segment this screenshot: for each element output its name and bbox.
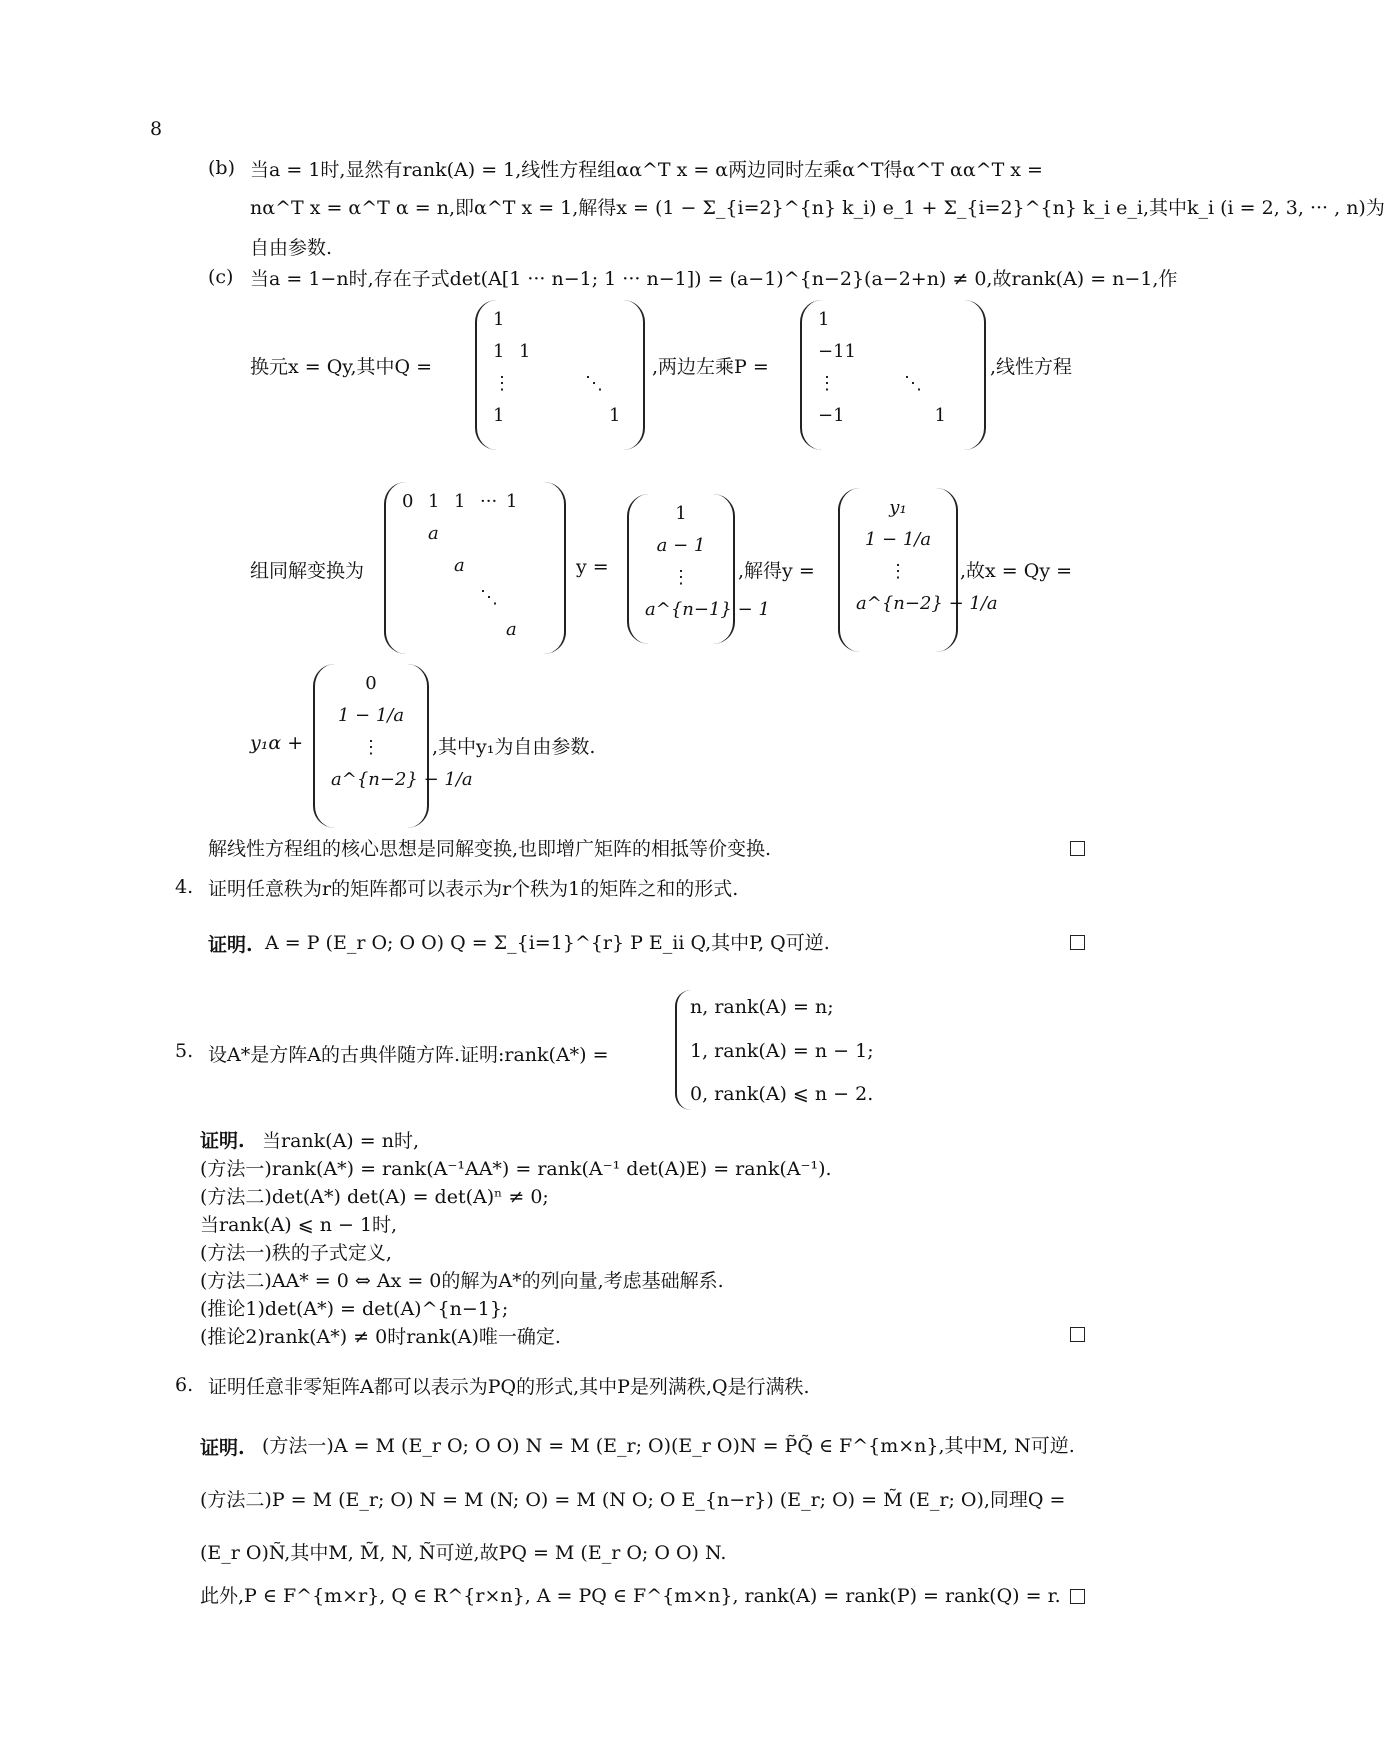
page-number: 8 <box>150 118 163 140</box>
item-6-number: 6. <box>175 1374 194 1396</box>
free-param-text: ,其中y₁为自由参数. <box>432 736 596 758</box>
item-4-statement: 证明任意秩为r的矩阵都可以表示为r个秩为1的矩阵之和的形式. <box>208 878 739 900</box>
system-cell: a <box>428 523 439 544</box>
linear-equation-text: ,线性方程 <box>990 356 1073 378</box>
matrix-p-cell: −1 <box>818 341 845 362</box>
item-5-number: 5. <box>175 1040 194 1062</box>
system-cell: 1 <box>506 491 518 512</box>
matrix-q-cell: ⋱ <box>585 373 603 394</box>
matrix-p-cell: 1 <box>818 309 830 330</box>
alpha-entry: a^{n−2} − 1/a <box>331 769 473 790</box>
matrix-p-cell: ⋱ <box>904 373 922 394</box>
item-6-statement: 证明任意非零矩阵A都可以表示为PQ的形式,其中P是列满秩,Q是行满秩. <box>208 1376 810 1398</box>
item-5-statement: 设A*是方阵A的古典伴随方阵.证明:rank(A*) = <box>208 1044 609 1066</box>
item-5-proof-line: 当rank(A) = n时, <box>262 1130 419 1152</box>
y1-alpha-text: y₁α + <box>250 732 304 754</box>
alpha-entry: 0 <box>365 673 377 694</box>
item-5-proof-line: (方法一)rank(A*) = rank(A⁻¹AA*) = rank(A⁻¹ det(A)E) = rank(A⁻¹). <box>200 1158 832 1180</box>
system-cell: ··· <box>480 491 498 512</box>
qed-square <box>1070 1327 1085 1342</box>
item-6-proof-line: (E_r O)Ñ,其中M, M̃, N, Ñ可逆,故PQ = M (E_r O; O O) N. <box>200 1542 727 1564</box>
rhs-entry: 1 <box>675 503 687 524</box>
system-cell: a <box>506 619 517 640</box>
matrix-p-cell: 1 <box>934 405 946 426</box>
y-vector <box>838 488 998 652</box>
item-4-proof: A = P (E_r O; O O) Q = Σ_{i=1}^{r} P E_ii Q,其中P, Q可逆. <box>265 932 830 954</box>
item-5-proof-line: (方法二)det(A*) det(A) = det(A)ⁿ ≠ 0; <box>200 1186 549 1208</box>
item-c-line-1: 当a = 1−n时,存在子式det(A[1 ··· n−1; 1 ··· n−1]) = (a−1)^{n−2}(a−2+n) ≠ 0,故rank(A) = n−1,作 <box>250 268 1178 290</box>
matrix-system <box>384 482 566 654</box>
y-entry: ⋮ <box>889 561 907 582</box>
matrix-p <box>800 300 986 450</box>
item-6-proof-line: (方法一)A = M (E_r O; O O) N = M (E_r; O)(E_r O)N = P̃Q̃ ∈ F^{m×n},其中M, N可逆. <box>262 1435 1075 1457</box>
item-b-line-1: 当a = 1时,显然有rank(A) = 1,线性方程组αα^T x = α两边同时左乘α^T得α^T αα^T x = <box>250 159 1043 181</box>
matrix-p-cell: 1 <box>844 341 856 362</box>
transform-text: 组同解变换为 <box>250 560 365 582</box>
solve-y-text: ,解得y = <box>738 560 815 582</box>
matrix-q-cell: ⋮ <box>493 373 511 394</box>
y-entry: a^{n−2} − 1/a <box>856 593 998 614</box>
left-multiply-text: ,两边左乘P = <box>652 356 769 378</box>
matrix-p-cell: ⋮ <box>818 373 836 394</box>
rhs-entry: ⋮ <box>672 567 690 588</box>
system-cell: ⋱ <box>480 587 498 608</box>
item-5-proof-line: 当rank(A) ⩽ n − 1时, <box>200 1214 398 1236</box>
matrix-p-cell: −1 <box>818 405 845 426</box>
item-b-line-2: nα^T x = α^T α = n,即α^T x = 1,解得x = (1 − Σ_{i=2}^{n} k_i) e_1 + Σ_{i=2}^{n} k_i e_i,其中k_i (i = 2, 3, ··· , n)为 <box>250 197 1385 219</box>
alpha-entry: ⋮ <box>362 737 380 758</box>
y-entry: y₁ <box>889 497 907 518</box>
item-6-proof-line: (方法二)P = M (E_r; O) N = M (N; O) = M (N O; O E_{n−r}) (E_r; O) = M̃ (E_r; O),同理Q = <box>200 1489 1066 1511</box>
alpha-entry: 1 − 1/a <box>337 705 405 726</box>
rhs-entry: a^{n−1} − 1 <box>645 599 770 620</box>
rhs-vector <box>627 494 770 644</box>
matrix-q <box>475 300 645 450</box>
case-line: 1, rank(A) = n − 1; <box>690 1040 874 1062</box>
y-entry: 1 − 1/a <box>864 529 932 550</box>
matrix-q-cell: 1 <box>493 341 505 362</box>
qed-square <box>1070 1589 1085 1604</box>
rhs-entry: a − 1 <box>656 535 706 556</box>
item-5-proof-line: (方法二)AA* = 0 ⇔ Ax = 0的解为A*的列向量,考虑基础解系. <box>200 1270 724 1292</box>
y-equals-text: y = <box>576 556 609 578</box>
item-5-proof-line: (方法一)秩的子式定义, <box>200 1242 392 1264</box>
matrix-q-cell: 1 <box>609 405 621 426</box>
item-b-line-3: 自由参数. <box>250 237 333 259</box>
cases-brace <box>675 990 691 1110</box>
item-4-number: 4. <box>175 876 194 898</box>
item-4-proof-label: 证明. <box>208 934 253 956</box>
qed-square <box>1070 935 1085 950</box>
summary-text: 解线性方程组的核心思想是同解变换,也即增广矩阵的相抵等价变换. <box>208 838 772 860</box>
item-6-proof-label: 证明. <box>200 1437 245 1459</box>
item-b-label: (b) <box>208 157 235 179</box>
system-cell: 1 <box>454 491 466 512</box>
matrix-q-cell: 1 <box>493 309 505 330</box>
item-5-proof-label: 证明. <box>200 1130 245 1152</box>
substitution-text: 换元x = Qy,其中Q = <box>250 356 433 378</box>
system-cell: 0 <box>402 491 414 512</box>
item-6-proof-line: 此外,P ∈ F^{m×r}, Q ∈ R^{r×n}, A = PQ ∈ F^{m×n}, rank(A) = rank(P) = rank(Q) = r. <box>200 1585 1061 1607</box>
item-5-proof-line: (推论2)rank(A*) ≠ 0时rank(A)唯一确定. <box>200 1326 561 1348</box>
item-5-proof-line: (推论1)det(A*) = det(A)^{n−1}; <box>200 1298 509 1320</box>
case-line: n, rank(A) = n; <box>690 996 834 1018</box>
item-c-label: (c) <box>208 266 234 288</box>
therefore-x-text: ,故x = Qy = <box>960 560 1073 582</box>
system-cell: 1 <box>428 491 440 512</box>
system-cell: a <box>454 555 465 576</box>
matrix-q-cell: 1 <box>519 341 531 362</box>
case-line: 0, rank(A) ⩽ n − 2. <box>690 1083 874 1105</box>
matrix-q-cell: 1 <box>493 405 505 426</box>
alpha-vector <box>313 664 473 828</box>
qed-square <box>1070 841 1085 856</box>
